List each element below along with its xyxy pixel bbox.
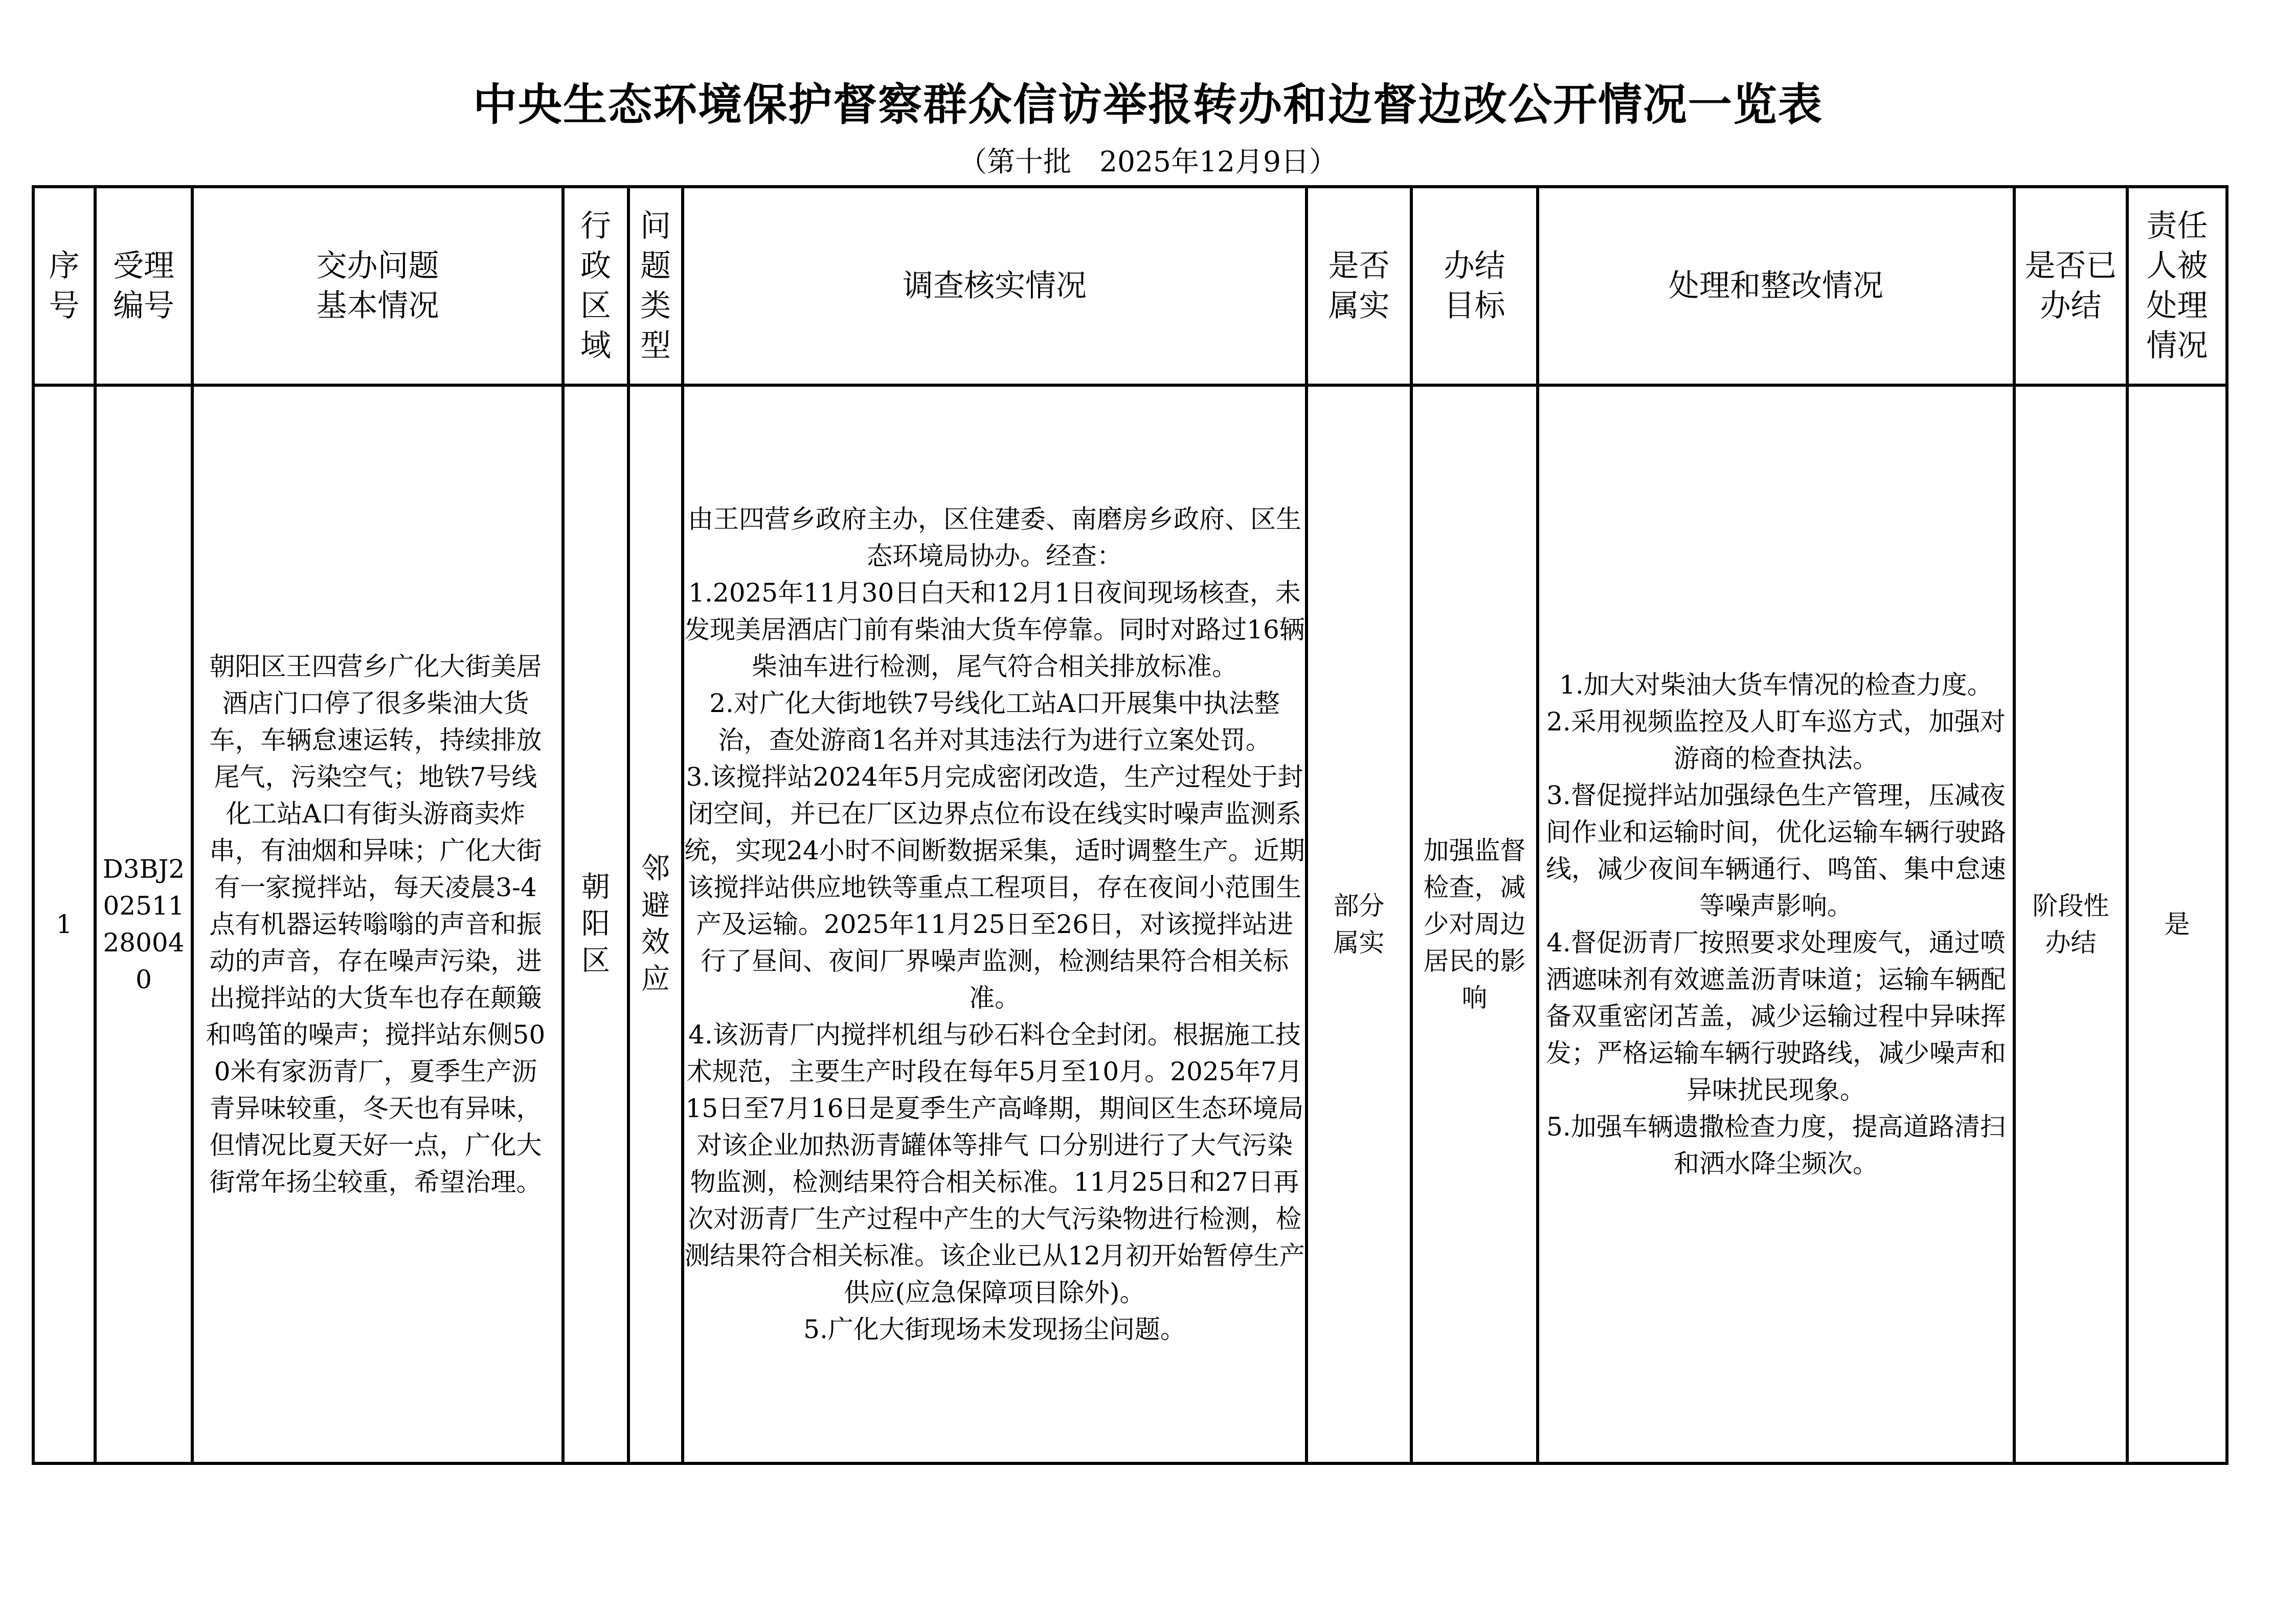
cell-handling: 1.加大对柴油大货车情况的检查力度。 2.采用视频监控及人盯车巡方式，加强对游商的检查执法。 3.督促搅拌站加强绿色生产管理，压减夜间作业和运输时间，优化运输车辆行驶路线，减少夜间车辆通行、鸣笛、集中怠速等噪声影响。 4.督促沥青厂按照要求处理废气，通过喷洒遮味剂有效遮盖沥青味道；运输车辆配备双重密闭苫盖，减少运输过程中异味挥发；严格运输车辆行驶路线，减少噪声和异味扰民现象。 5.加强车辆遗撒检查力度，提高道路清扫和洒水降尘频次。 [1538,385,2014,1463]
cell-verified: 部分属实 [1307,385,1411,1463]
header-accountability: 责任 人被 处理 情况 [2127,187,2227,385]
header-target: 办结 目标 [1411,187,1538,385]
cell-target: 加强监督检查，减少对周边居民的影响 [1411,385,1538,1463]
cell-accept-no: D3BJ202511280040 [95,385,192,1463]
header-accept-no: 受理 编号 [95,187,192,385]
cell-accountability: 是 [2127,385,2227,1463]
header-verified: 是否 属实 [1307,187,1411,385]
cell-investigation: 由王四营乡政府主办，区住建委、南磨房乡政府、区生态环境局协办。经查： 1.2025年11月30日白天和12月1日夜间现场核查，未发现美居酒店门前有柴油大货车停靠。同时对路过16辆柴油车进行检测，尾气符合相关排放标准。 2.对广化大街地铁7号线化工站A口开展集中执法整治，查处游商1名并对其违法行为进行立案处罚。 3.该搅拌站2024年5月完成密闭改造，生产过程处于封闭空间，并已在厂区边界点位布设在线实时噪声监测系统，实现24小时不间断数据采集，适时调整生产。近期该搅拌站供应地铁等重点工程项目，存在夜间小范围生产及运输。2025年11月25日至26日，对该搅拌站进行了昼间、夜间厂界噪声监测，检测结果符合相关标准。 4.该沥青厂内搅拌机组与砂石料仓全封闭。根据施工技术规范，主要生产时段在每年5月至10月。2025年7月15日至7月16日是夏季生产高峰期，期间区生态环境局对该企业加热沥青罐体等排气 口分别进行了大气污染物监测，检测结果符合相关标准。11月25日和27日再次对沥青厂生产过程中产生的大气污染物进行检测，检测结果符合相关标准。该企业已从12月初开始暂停生产供应(应急保障项目除外)。 5.广化大街现场未发现扬尘问题。 [683,385,1307,1463]
table-row [33,385,2227,1463]
header-type: 问题类型 [628,187,683,385]
header-investigation: 调查核实情况 [683,187,1307,385]
header-closed: 是否已 办结 [2014,187,2127,385]
cell-district: 朝阳区 [563,385,628,1463]
cell-type: 邻避效应 [628,385,683,1463]
header-issue: 交办问题 基本情况 [192,187,563,385]
report-table [32,185,2229,1465]
header-district: 行政区域 [563,187,628,385]
cell-closed: 阶段性办结 [2014,385,2127,1463]
header-row [33,187,2227,385]
cell-issue: 朝阳区王四营乡广化大街美居酒店门口停了很多柴油大货车，车辆怠速运转，持续排放尾气，污染空气；地铁7号线化工站A口有街头游商卖炸串，有油烟和异味；广化大街有一家搅拌站，每天凌晨3-4点有机器运转嗡嗡的声音和振动的声音，存在噪声污染，进出搅拌站的大货车也存在颠簸和鸣笛的噪声；搅拌站东侧500米有家沥青厂，夏季生产沥青异味较重，冬天也有异味，但情况比夏天好一点，广化大街常年扬尘较重，希望治理。 [192,385,563,1463]
header-handling: 处理和整改情况 [1538,187,2014,385]
document-title: 中央生态环境保护督察群众信访举报转办和边督边改公开情况一览表 [473,79,1823,130]
document-subtitle: （第十批 2025年12月9日） [959,145,1337,178]
header-seq: 序 号 [33,187,95,385]
cell-seq: 1 [33,385,95,1463]
